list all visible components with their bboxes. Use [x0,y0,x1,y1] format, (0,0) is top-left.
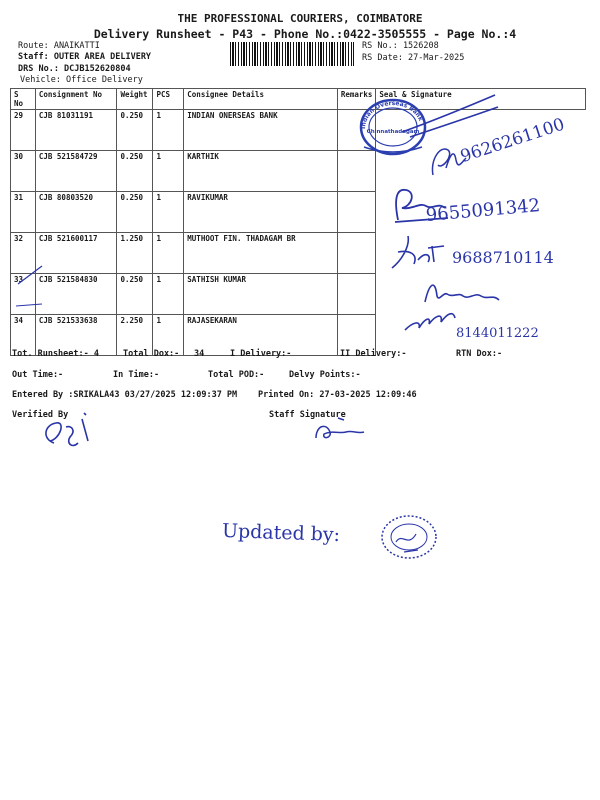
cell-remarks [337,274,376,315]
vehicle: Vehicle: Office Delivery [20,75,143,85]
col-weight: Weight [117,89,153,110]
verified-by-signature [36,405,96,450]
tot-runsheet: Tot. Runsheet:- 4 [12,349,99,359]
in-time: In Time:- [113,370,160,380]
cell-sno: 31 [11,192,36,233]
company-title: THE PROFESSIONAL COURIERS, COIMBATORE [177,12,423,25]
out-time: Out Time:- [12,370,64,380]
signature-row32 [388,232,450,272]
phone-row34: 8144011222 [456,326,539,341]
runsheet-subtitle: Delivery Runsheet - P43 - Phone No.:0422-3505555 - Page No.:4 [93,27,517,41]
cell-pcs: 1 [153,274,184,315]
ii-delivery: II Delivery:- [340,349,407,359]
rs-date: RS Date: 27-Mar-2025 [362,53,465,63]
delvy-points: Delvy Points:- [289,370,361,380]
drs-number: DRS No.: DCJB152620804 [18,64,131,74]
cell-consignment: CJB 521584830 [35,274,117,315]
row33-tick [12,262,62,290]
cell-pcs: 1 [153,233,184,274]
cell-consignment: CJB 80803520 [35,192,117,233]
cell-consignee: INDIAN ONERSEAS BANK [184,110,338,151]
col-remarks: Remarks [337,89,376,110]
cell-consignee: RAVIKUMAR [184,192,338,233]
table-row [11,151,586,192]
printed-on: Printed On: 27-03-2025 12:09:46 [258,390,417,400]
rs-number: RS No.: 1526208 [362,41,439,51]
col-consignee: Consignee Details [184,89,338,110]
staff-signature-label: Staff Signature [269,410,346,420]
barcode [230,42,354,66]
total-dox-label: Total Dox:- [123,349,180,359]
cell-remarks [337,233,376,274]
cell-sno: 34 [11,315,36,356]
cell-sno: 32 [11,233,36,274]
cell-sno: 33 [11,274,36,315]
stamp-text: Indian Overseas Bank [359,99,425,130]
stamp-branch: Chinnathadagam [366,129,420,135]
cell-weight: 0.250 [117,151,153,192]
cell-weight: 0.250 [117,192,153,233]
col-seal-signature: Seal & Signature [376,89,586,110]
i-delivery: I Delivery:- [230,349,292,359]
cell-sno: 29 [11,110,36,151]
signature-row29 [400,92,500,142]
cell-consignee: RAJASEKARAN [184,315,338,356]
updated-by-handwriting: Updated by: [221,519,341,547]
cell-consignment: CJB 521600117 [35,233,117,274]
phone-row30: 9626261100 [458,114,568,168]
cell-remarks [337,192,376,233]
updated-by-stamp [378,512,440,562]
total-dox-value: 34 [194,349,205,359]
col-pcs: PCS [153,89,184,110]
cell-pcs: 1 [153,315,184,356]
cell-weight: 2.250 [117,315,153,356]
col-consignment: Consignment No [35,89,117,110]
phone-row31: 9655091342 [425,195,541,226]
staff: Staff: OUTER AREA DELIVERY [18,52,152,62]
row34-tick [12,300,52,312]
cell-pcs: 1 [153,110,184,151]
cell-consignment: CJB 81031191 [35,110,117,151]
entered-by: Entered By :SRIKALA43 03/27/2025 12:09:37 PM [12,390,238,400]
col-sno: S No [11,89,36,110]
route: Route: ANAIKATTI [18,41,100,51]
phone-row32: 9688710114 [452,248,554,267]
cell-consignee: SATHISH KUMAR [184,274,338,315]
cell-consignment: CJB 521584729 [35,151,117,192]
cell-consignee: MUTHOOT FIN. THADAGAM BR [184,233,338,274]
rtn-dox: RTN Dox:- [456,349,503,359]
cell-weight: 1.250 [117,233,153,274]
cell-sno: 30 [11,151,36,192]
cell-pcs: 1 [153,192,184,233]
verified-by-label: Verified By [12,410,69,420]
total-pod: Total POD:- [208,370,265,380]
cell-weight: 0.250 [117,110,153,151]
cell-consignee: KARTHIK [184,151,338,192]
cell-pcs: 1 [153,151,184,192]
cell-consignment: CJB 521533638 [35,315,117,356]
staff-signature-ink [312,412,367,444]
cell-weight: 0.250 [117,274,153,315]
